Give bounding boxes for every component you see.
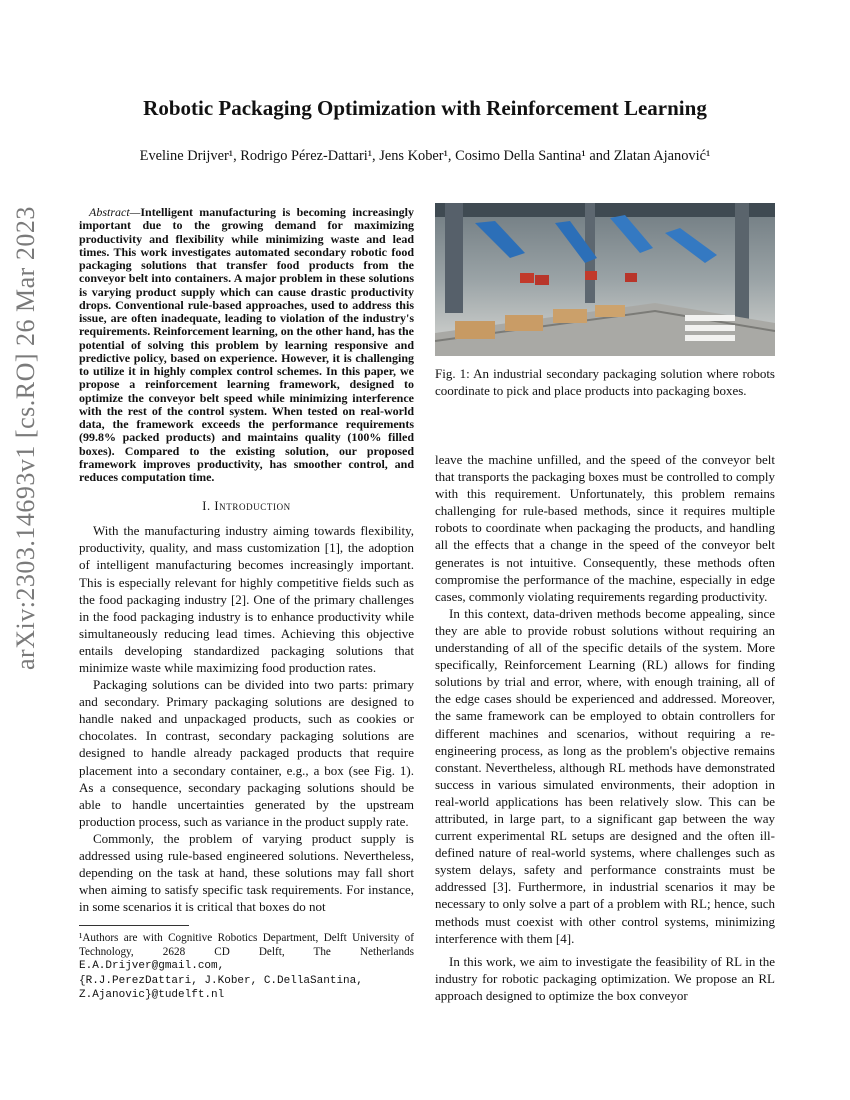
footnote (79, 932, 414, 1003)
footnote-email: {R.J.PerezDattari, J.Kober, C.DellaSantina, (79, 974, 363, 987)
figure-caption: Fig. 1: An industrial secondary packaging solution where robots coordinate to pick and place products into packaging boxes. (435, 366, 775, 398)
abstract (79, 206, 414, 484)
footnote-divider (79, 925, 189, 926)
footnote-affiliation: ¹Authors are with Cognitive Robotics Department, Delft University of Technology, 2628 CD Delft, The Netherlands (79, 932, 414, 958)
paragraph: Commonly, the problem of varying product supply is addressed using rule-based engineered solutions. Nevertheless, depending on the task at hand, these solutions may fall short when aiming to satisfy specific task requirements. For instance, in some scenarios it is critical that boxes do not (79, 830, 414, 915)
right-column (435, 451, 775, 1004)
paragraph: leave the machine unfilled, and the speed of the conveyor belt that transports the packaging boxes must be controlled to comply with this requirement. Unfortunately, this problem remains challenging for rule-based methods, since it requires multiple robots to coordinate when packaging the products, and handling all the effects that a change in the speed of the conveyor belt generates is not intuitive. Consequently, these methods often compromise the performance of the machine, especially in edge cases, commonly violating requirements regarding productivity. (435, 452, 775, 604)
paragraph: In this work, we aim to investigate the feasibility of RL in the industry for robotic packaging optimization. We propose an RL approach designed to optimize the box conveyor (435, 953, 775, 1003)
abstract-text: Intelligent manufacturing is becoming increasingly important due to the growing demand for maximizing productivity and flexibility while minimizing waste and lead times. This work investigates automated secondary robotic food packaging solutions that transfer food products from the conveyor belt into containers. A major problem in these solutions is varying product supply which can cause drastic productivity drops. Conventional rule-based approaches, used to address this issue, are often inadequate, leading to violation of the industry's requirements. Reinforcement learning, on the other hand, has the potential of solving this problem by learning responsive and predictive policy, based on experience. However, it is challenging to utilize it in highly complex control schemes. In this paper, we propose a reinforcement learning framework, designed to optimize the conveyor belt speed while minimizing interference with the rest of the control system. When tested on real-world data, the framework exceeds the performance requirements (99.8% packed products) and maintains quality (100% filled boxes). Compared to the existing solution, our proposed framework improves productivity, has smoother control, and reduces computation time. (79, 205, 414, 484)
author-list: Eveline Drijver¹, Rodrigo Pérez-Dattari¹, Jens Kober¹, Cosimo Della Santina¹ and Zlatan Ajanović¹ (139, 148, 711, 164)
paragraph: In this context, data-driven methods become appealing, since they are able to provide robust solutions without requiring an understanding of all of the specific details of the system. More specifically, Reinforcement Learning (RL) allows for finding solutions by trial and error, where, with enough training, all of the edge cases should be experienced and addressed. Moreover, the same framework can be employed to obtain controllers for different machines and scenarios, without requiring a re-engineering process, as long as the problem's objective remains constant. Nevertheless, although RL methods have demonstrated success in various simulated environments, their adoption in real-world applications has been relatively slow. This can be attributed, in large part, to a significant gap between the way current experimental RL setups are designed and the often ill-defined nature of real-world systems, where challenges such as system delays, safety and performance constraints must be addressed [3]. Furthermore, in industrial scenarios it may be necessary to only solve a part of a problem with RL; hence, such methods must coexist with other control systems, minimizing interference with them [4]. (435, 605, 775, 946)
figure-image (435, 203, 775, 356)
arxiv-identifier: arXiv:2303.14693v1 [cs.RO] 26 Mar 2023 (11, 206, 40, 670)
figure-packaging-robots (435, 203, 775, 356)
left-column (79, 206, 414, 1003)
paragraph: With the manufacturing industry aiming towards flexibility, productivity, quality, and mass customization [1], the adoption of intelligent manufacturing becomes increasingly important. This is especially relevant for highly competitive fields such as the food packaging industry [2]. One of the primary challenges in the food packaging industry is to enhance productivity while simultaneously reducing lead times. Achieving this objective entails developing standardized packaging solutions that minimize waste while maximizing food production rates. (79, 523, 414, 675)
footnote-email: Z.Ajanovic}@tudelft.nl (79, 989, 225, 1002)
section-heading-introduction: I. Introduction (202, 499, 291, 514)
abstract-lead: Abstract— (89, 205, 141, 219)
paper-title: Robotic Packaging Optimization with Reinforcement Learning (143, 96, 707, 120)
footnote-email: E.A.Drijver@gmail.com, (79, 960, 225, 973)
paragraph: Packaging solutions can be divided into two parts: primary and secondary. Primary packaging solutions are designed to handle naked and unpackaged products, such as cookies or chocolates. In contrast, secondary packaging solutions are designed to handle already packaged products that require placement into a secondary container, e.g., a box (see Fig. 1). As a consequence, secondary packaging solutions should be able to handle uncertainties generated by the upstream production process, such as variance in the product supply rate. (79, 677, 414, 829)
